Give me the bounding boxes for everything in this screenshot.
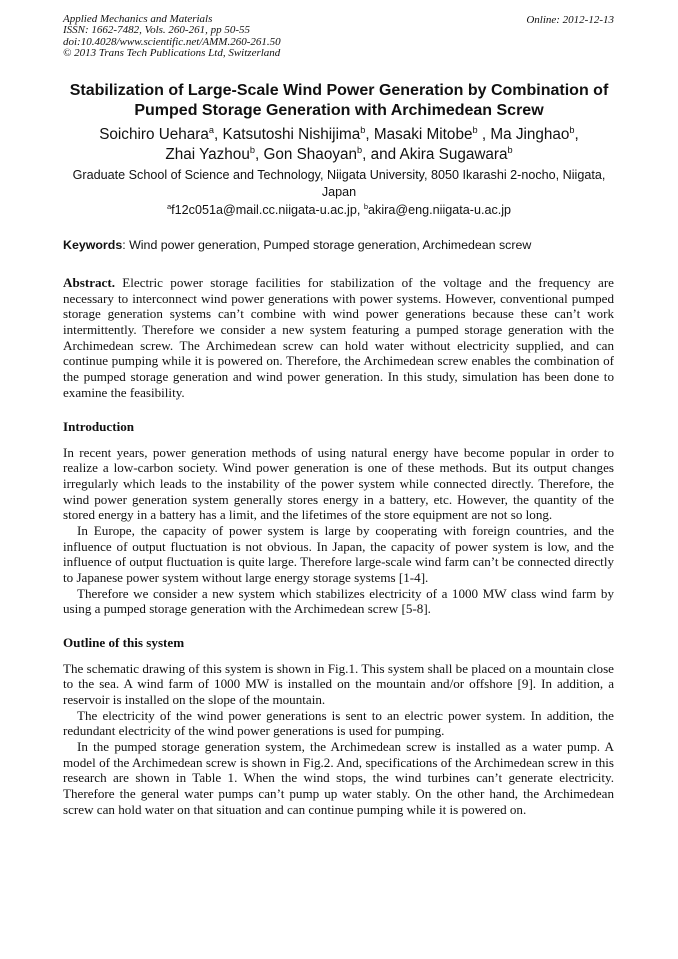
paper-title <box>40 81 638 121</box>
paragraph: In the pumped storage generation system, the Archimedean screw is installed as a water pump. A model of the Archimedean screw is shown in Fig.2. And, specifications of the Archimedean screw in this research are shown in Table 1. When the wind stops, the wind turbines can’t generate electricity. Therefore the general water pumps can’t pump up water stably. On the other hand, the Archimedean screw can hold water on that situation and can continue pumping while it is powered on. <box>63 738 614 817</box>
author: Gon Shaoyan <box>263 146 357 163</box>
journal-name: Applied Mechanics and Materials <box>63 13 213 25</box>
separator: , <box>365 126 374 143</box>
section-heading: Outline of this system <box>63 635 185 650</box>
separator: , <box>477 126 491 143</box>
author: Katsutoshi Nishijima <box>222 126 361 143</box>
author: Ma Jinghao <box>490 126 570 143</box>
abstract-label: Abstract. <box>63 275 115 290</box>
affiliation-mark: b <box>249 144 255 155</box>
author: Soichiro Uehara <box>99 126 209 143</box>
affiliation-mark: a <box>166 201 172 211</box>
keywords-label: Keywords <box>63 238 123 252</box>
journal-header <box>63 14 281 60</box>
author: Zhai Yazhou <box>165 146 250 163</box>
keywords-text: : Wind power generation, Pumped storage generation, Archimedean screw <box>122 238 532 252</box>
emails: $^a$f12c051a@mail.cc.niigata-u.ac.jp, $^b$akira@eng.niigata-u.ac.jp <box>166 201 512 217</box>
online-date: Online: 2012-12-13 <box>526 14 614 26</box>
issn: ISSN: 1662-7482, Vols. 260-261, pp 50-55 <box>63 24 250 37</box>
affiliation-mark: b <box>472 124 478 135</box>
paragraph: In Europe, the capacity of power system is large by cooperating with foreign countries, and the influence of output fluctuation is not obvious. In Japan, the capacity of power system is low, and the influence of output fluctuation is quite large. Therefore large-scale wind farm can’t be connected directly to Japanese power system without large energy storage systems [1-4]. <box>63 522 614 585</box>
affiliation-mark: b <box>363 201 369 211</box>
affiliation-mark: b <box>357 144 363 155</box>
email-link[interactable]: f12c051a@mail.cc.niigata-u.ac.jp <box>171 203 357 217</box>
author: Akira Sugawara <box>399 146 508 163</box>
separator: , and <box>362 146 400 163</box>
affiliation-mark: b <box>507 144 513 155</box>
section-outline <box>63 635 614 817</box>
abstract-text: Electric power storage facilities for stabilization of the voltage and the frequency are necessary to interconnect wind power generations with power systems. However, conventional pumped storage generation systems can’t combine with wind power generations because these can’t work intermittently. Therefore we consider a new system featuring a pumped storage generation with the Archimedean screw. The Archimedean screw can hold water without electricity supplied, and can continue pumping while it is powered on. Therefore, the Archimedean screw enables the combination of the pumped storage generation and wind power generation. In this study, simulation has been done to examine the feasibility. <box>63 275 614 400</box>
copyright: © 2013 Trans Tech Publications Ltd, Switzerland <box>63 47 281 60</box>
section-heading: Introduction <box>63 419 135 434</box>
paragraph: In recent years, power generation methods of using natural energy have become popular in order to realize a low-carbon society. Wind power generation is one of these methods. But its output changes irregularly which leads to the instability of the power system while connected directly. Therefore, the wind power generation system generally stores energy in a battery, etc. However, the quantity of the stored energy in a battery has a limit, and the lifetimes of the store equipment are not so long. <box>63 444 614 523</box>
section-introduction <box>63 419 614 617</box>
affiliation: Graduate School of Science and Technology, Niigata University, 8050 Ikarashi 2-nocho, Niigata, Japan <box>72 168 606 199</box>
title-line: Stabilization of Large-Scale Wind Power Generation by Combination of <box>69 82 609 99</box>
affiliation-mark: b <box>569 124 575 135</box>
author: Masaki Mitobe <box>373 126 473 143</box>
separator: , <box>254 146 264 163</box>
paragraph: The electricity of the wind power generations is sent to an electric power system. In addition, the redundant electricity of the wind power generations is used for pumping. <box>63 707 614 739</box>
separator: , <box>214 126 223 143</box>
paragraph: Therefore we consider a new system which stabilizes electricity of a 1000 MW class wind farm by using a pumped storage generation with the Archimedean screw [5-8]. <box>63 585 614 617</box>
affiliation-mark: a <box>208 124 214 135</box>
paragraph: The schematic drawing of this system is shown in Fig.1. This system shall be placed on a mountain close to the sea. A wind farm of 1000 MW is installed on the mountain and/or offshore [9]. In addition, a reservoir is installed on the slope of the mountain. <box>63 660 614 707</box>
title-line: Pumped Storage Generation with Archimedean Screw <box>134 102 544 119</box>
email-link[interactable]: akira@eng.niigata-u.ac.jp <box>368 203 512 217</box>
doi: doi:10.4028/www.scientific.net/AMM.260-261.50 <box>63 35 281 48</box>
author-list: Soichiro Uehara$^a$, Katsutoshi Nishijima$^b$, Masaki Mitobe$^b$ , Ma Jinghao$^b$, Zhai Yazhou$^b$, Gon Shaoyan$^b$, and Akira Sugawara$^b$ <box>99 124 579 163</box>
abstract <box>63 275 614 400</box>
keywords <box>63 238 531 252</box>
affiliation-mark: b <box>360 124 366 135</box>
